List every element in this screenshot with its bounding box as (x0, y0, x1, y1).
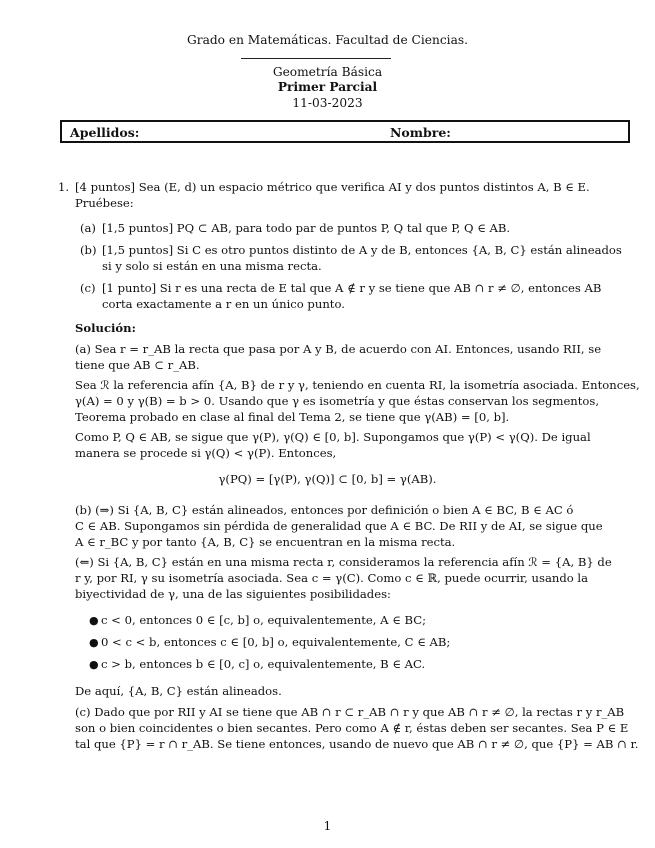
header-rule (241, 58, 391, 59)
solution-c-line-2: son o bien coincidentes o bien secantes. Pero como A ∉ r, éstas deben ser secantes. Sea P ∈ E (75, 721, 629, 735)
solution-a-line-1: (a) Sea r = r_AB la recta que pasa por A y B, de acuerdo con AI. Entonces, usando RII, se (75, 342, 602, 356)
case-list-item-3: c > b, entonces b ∈ [0, c] o, equivalentemente, B ∈ AC. (101, 657, 426, 671)
solution-a-line-4: γ(A) = 0 y γ(B) = b > 0. Usando que γ es isometría y que éstas conservan los segmentos, (75, 394, 600, 408)
solution-a-equation: γ(PQ) = [γ(P), γ(Q)] ⊂ [0, b] = γ(AB). (218, 472, 437, 486)
name-label: Nombre: (390, 125, 451, 140)
part-b-text-1: [1,5 puntos] Si C es otro puntos distinto de A y de B, entonces {A, B, C} están alineados (102, 243, 622, 257)
solution-b-line-4: (⇐) Si {A, B, C} están en una misma recta r, consideramos la referencia afín ℛ = {A, B} de (75, 555, 612, 569)
solution-c-line-3: tal que {P} = r ∩ r_AB. Se tiene entonces, usando de nuevo que AB ∩ r ≠ ∅, que {P} = AB ∩ r. (75, 737, 639, 751)
solution-b-line-5: r y, por RI, γ su isometría asociada. Sea c = γ(C). Como c ∈ ℝ, puede ocurrir, usando la (75, 571, 589, 585)
solution-a-line-6: Como P, Q ∈ AB, se sigue que γ(P), γ(Q) ∈ [0, b]. Supongamos que γ(P) < γ(Q). De igual (75, 430, 591, 444)
exam-date: 11-03-2023 (292, 96, 363, 110)
part-a-text: [1,5 puntos] PQ ⊂ AB, para todo par de puntos P, Q tal que P, Q ∈ AB. (102, 221, 511, 235)
surname-label: Apellidos: (70, 125, 140, 140)
bullet-icon: ● (89, 614, 99, 627)
exam-title: Primer Parcial (277, 80, 378, 94)
part-a-label: (a) (80, 221, 96, 235)
solution-b-line-6: biyectividad de γ, una de las siguientes posibilidades: (75, 587, 391, 601)
solution-b-line-3: A ∈ r_BC y por tanto {A, B, C} se encuentran en la misma recta. (75, 535, 456, 549)
course-title: Geometría Básica (272, 65, 383, 79)
part-b-label: (b) (80, 243, 97, 257)
institution-line: Grado en Matemáticas. Facultad de Ciencias. (187, 33, 468, 47)
case-list-item-2: 0 < c < b, entonces c ∈ [0, b] o, equivalentemente, C ∈ AB; (101, 635, 451, 649)
solution-a-line-2: tiene que AB ⊂ r_AB. (75, 358, 200, 372)
solution-heading: Solución: (75, 321, 136, 335)
solution-b-line-1: (b) (⇒) Si {A, B, C} están alineados, entonces por definición o bien A ∈ BC, B ∈ AC ó (75, 503, 574, 517)
part-b-text-2: si y solo si están en una misma recta. (102, 259, 322, 273)
problem-number: 1. (58, 180, 70, 194)
solution-a-line-3: Sea ℛ la referencia afín {A, B} de r y γ, teniendo en cuenta RI, la isometría asociada. Entonces, (75, 378, 640, 392)
page-number: 1 (323, 819, 332, 833)
problem-line-2: Pruébese: (75, 196, 134, 210)
bullet-icon: ● (89, 658, 99, 671)
problem-line-1: [4 puntos] Sea (E, d) un espacio métrico que verifica AI y dos puntos distintos A, B ∈ E. (75, 180, 590, 194)
solution-b-conclusion: De aquí, {A, B, C} están alineados. (75, 684, 282, 698)
solution-c-line-1: (c) Dado que por RII y AI se tiene que AB ∩ r ⊂ r_AB ∩ r y que AB ∩ r ≠ ∅, la rectas r y r_AB (75, 705, 625, 719)
part-c-label: (c) (80, 281, 96, 295)
case-list-item-1: c < 0, entonces 0 ∈ [c, b] o, equivalentemente, A ∈ BC; (101, 613, 426, 627)
student-info-box (60, 120, 630, 143)
part-c-text-2: corta exactamente a r en un único punto. (102, 297, 345, 311)
bullet-icon: ● (89, 636, 99, 649)
part-c-text-1: [1 punto] Si r es una recta de E tal que A ∉ r y se tiene que AB ∩ r ≠ ∅, entonces AB (102, 281, 602, 295)
solution-b-line-2: C ∈ AB. Supongamos sin pérdida de generalidad que A ∈ BC. De RII y de AI, se sigue que (75, 519, 603, 533)
solution-a-line-7: manera se procede si γ(Q) < γ(P). Entonces, (75, 446, 337, 460)
solution-a-line-5: Teorema probado en clase al final del Tema 2, se tiene que γ(AB) = [0, b]. (75, 410, 510, 424)
